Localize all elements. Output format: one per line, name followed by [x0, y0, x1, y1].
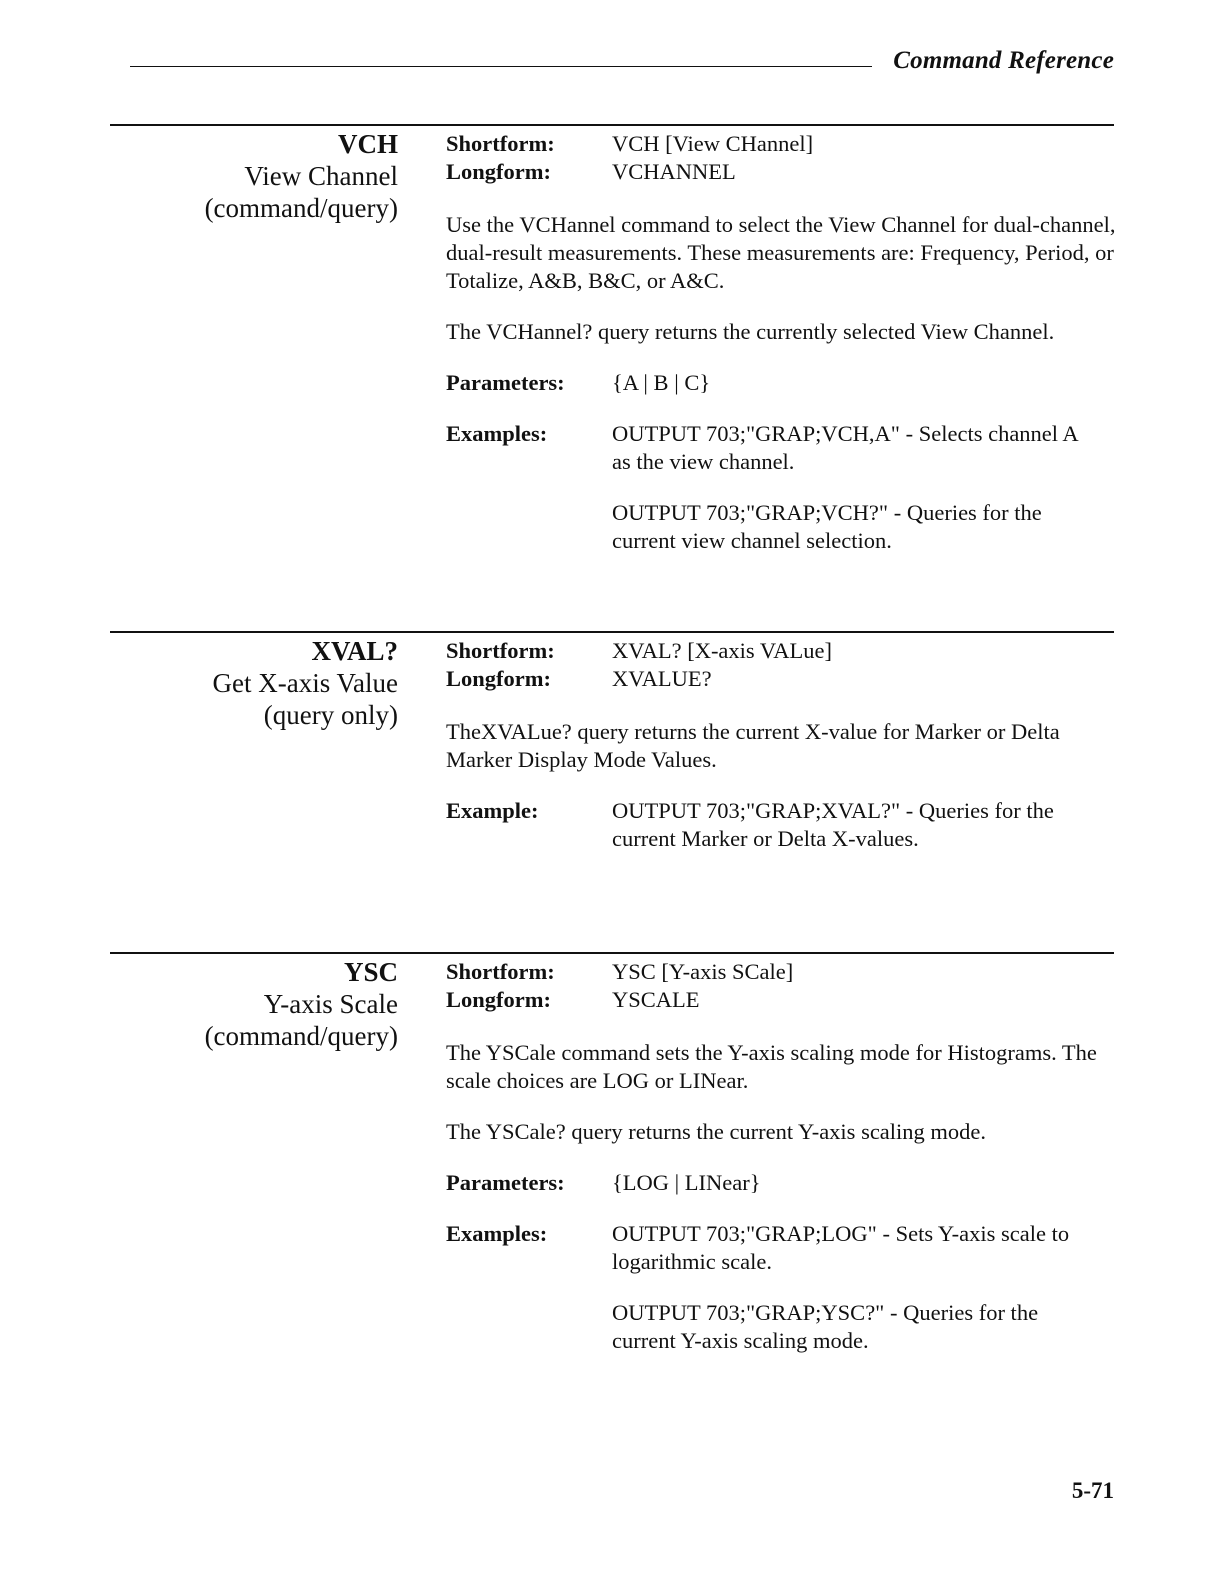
shortform-label: Shortform:: [446, 131, 555, 156]
command-name: View Channel: [244, 161, 398, 191]
parameters-row: [446, 1169, 1116, 1197]
page-number: 5-71: [1071, 1478, 1114, 1503]
longform-row: [446, 986, 1116, 1014]
longform-value: VCHANNEL: [612, 159, 736, 184]
entry-rule: [110, 124, 1114, 126]
command-name: Get X-axis Value: [212, 668, 398, 698]
example-item: OUTPUT 703;"GRAP;LOG" - Sets Y-axis scale to logarithmic scale.: [612, 1221, 1070, 1274]
examples-list: [612, 797, 1116, 853]
command-name: Y-axis Scale: [263, 989, 398, 1019]
command-mode: (command/query): [204, 1021, 398, 1051]
parameters-value: {A | B | C}: [612, 370, 711, 395]
description-paragraph: The YSCale command sets the Y-axis scaling mode for Histograms. The scale choices are LOG or LINear.: [446, 1040, 1097, 1093]
command-mode: (command/query): [204, 193, 398, 223]
shortform-label: Shortform:: [446, 959, 555, 984]
longform-row: [446, 158, 1116, 186]
shortform-label: Shortform:: [446, 638, 555, 663]
examples-row: [446, 1220, 1116, 1355]
entry-heading: [110, 128, 398, 224]
examples-label: Examples:: [446, 421, 548, 446]
entry-body: [446, 130, 1116, 555]
shortform-value: VCH [View CHannel]: [612, 131, 814, 156]
longform-label: Longform:: [446, 666, 551, 691]
parameters-row: [446, 369, 1116, 397]
parameters-label: Parameters:: [446, 370, 565, 395]
examples-row: [446, 420, 1116, 555]
entry-rule: [110, 952, 1114, 954]
shortform-value: YSC [Y-axis SCale]: [612, 959, 794, 984]
longform-value: YSCALE: [612, 987, 700, 1012]
description-paragraph: TheXVALue? query returns the current X-value for Marker or Delta Marker Display Mode Values.: [446, 719, 1060, 772]
longform-value: XVALUE?: [612, 666, 712, 691]
examples-row: [446, 797, 1116, 853]
command-mode: (query only): [263, 700, 398, 730]
description-paragraph: The YSCale? query returns the current Y-axis scaling mode.: [446, 1119, 987, 1144]
example-item: OUTPUT 703;"GRAP;YSC?" - Queries for the current Y-axis scaling mode.: [612, 1300, 1039, 1353]
longform-row: [446, 665, 1116, 693]
examples-list: [612, 1220, 1116, 1355]
entry-body: [446, 637, 1116, 853]
header-rule: [130, 66, 872, 67]
examples-label: Examples:: [446, 1221, 548, 1246]
entry-rule: [110, 631, 1114, 633]
command-code: VCH: [338, 129, 398, 159]
description-paragraph: The VCHannel? query returns the currently selected View Channel.: [446, 319, 1055, 344]
entry-heading: [110, 635, 398, 731]
command-code: YSC: [343, 957, 398, 987]
section-title: Command Reference: [893, 47, 1114, 74]
entry-body: [446, 958, 1116, 1355]
shortform-row: [446, 958, 1116, 986]
parameters-label: Parameters:: [446, 1170, 565, 1195]
example-item: OUTPUT 703;"GRAP;VCH?" - Queries for the current view channel selection.: [612, 500, 1042, 553]
entry-heading: [110, 956, 398, 1052]
parameters-value: {LOG | LINear}: [612, 1170, 761, 1195]
command-entry-xval: [110, 631, 1114, 851]
example-item: OUTPUT 703;"GRAP;XVAL?" - Queries for the current Marker or Delta X-values.: [612, 798, 1054, 851]
shortform-row: [446, 637, 1116, 665]
command-entry-vch: [110, 124, 1116, 553]
longform-label: Longform:: [446, 987, 551, 1012]
shortform-value: XVAL? [X-axis VALue]: [612, 638, 832, 663]
description-paragraph: Use the VCHannel command to select the View Channel for dual-channel, dual-result measurements. These measurements are: Frequency, Period, or Totalize, A&B, B&C, or A&C.: [446, 212, 1116, 293]
examples-list: [612, 420, 1116, 555]
examples-label: Example:: [446, 798, 539, 823]
shortform-row: [446, 130, 1116, 158]
command-entry-ysc: [110, 952, 1114, 1353]
longform-label: Longform:: [446, 159, 551, 184]
example-item: OUTPUT 703;"GRAP;VCH,A" - Selects channel A as the view channel.: [612, 421, 1078, 474]
command-code: XVAL?: [311, 636, 398, 666]
